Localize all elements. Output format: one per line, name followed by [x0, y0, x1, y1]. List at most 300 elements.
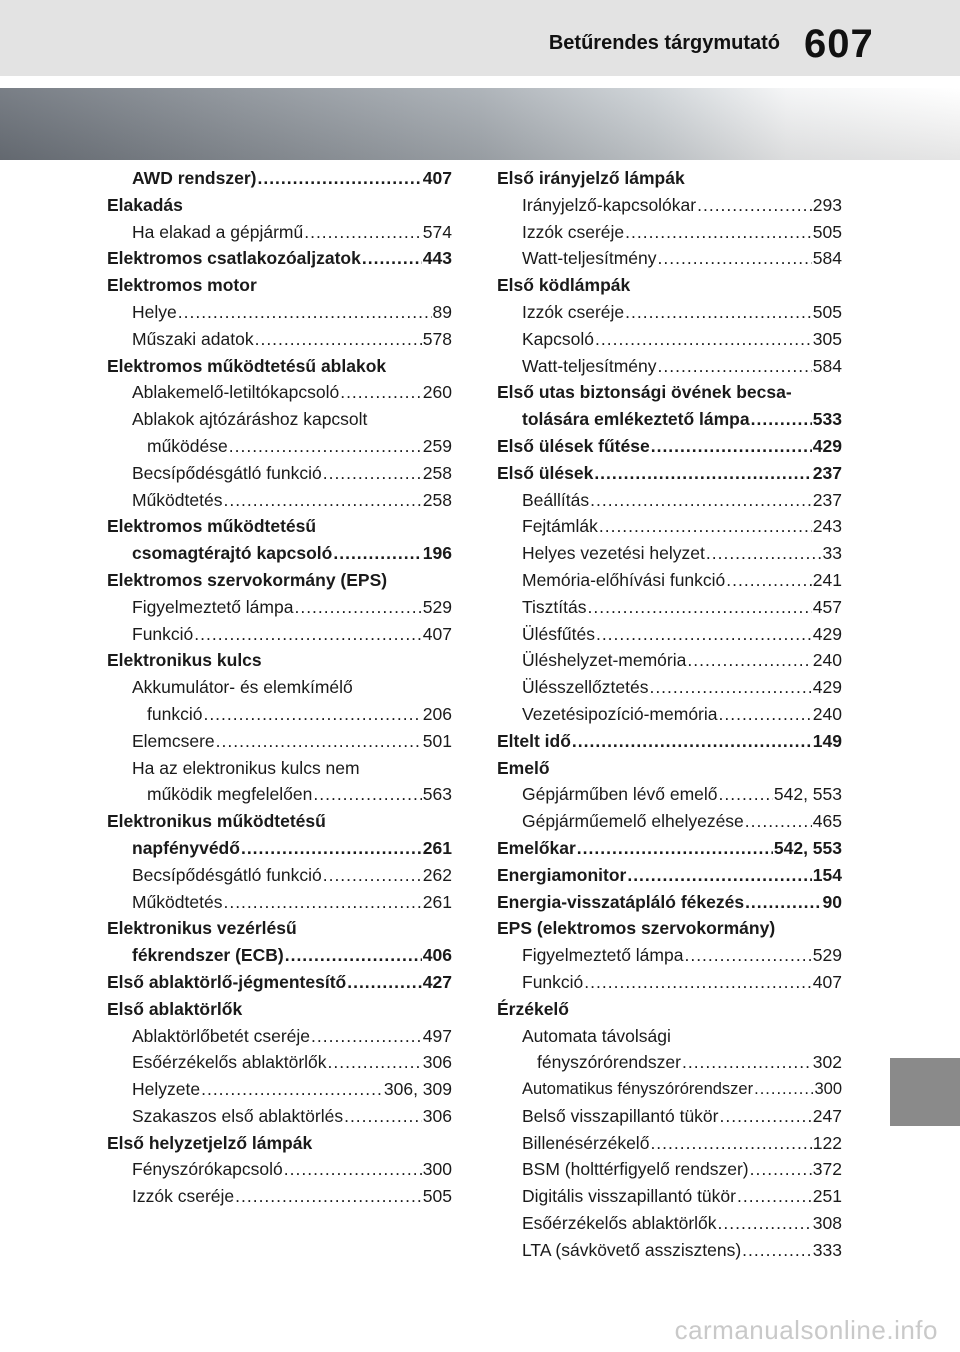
dot-leader — [625, 219, 812, 246]
index-entry — [107, 433, 452, 460]
index-entry — [107, 245, 452, 272]
index-entry — [107, 379, 452, 406]
index-entry — [497, 406, 842, 433]
index-entry — [107, 647, 452, 674]
dot-leader — [745, 808, 812, 835]
index-entry-row — [132, 1103, 452, 1130]
dot-leader — [658, 353, 812, 380]
index-entry-label: Elektromos szervokormány (EPS) — [107, 569, 388, 590]
index-entry-label: Becsípődésgátló funkció — [132, 462, 322, 483]
decorative-banner — [0, 88, 960, 160]
index-entry-label: funkció — [147, 703, 203, 724]
index-entry-label: Ablakemelő-letiltókapcsoló — [132, 382, 340, 403]
index-entry-page: 300 — [814, 1080, 842, 1099]
index-entry-label: Elektromos működtetésű — [107, 516, 317, 537]
dot-leader — [328, 1049, 422, 1076]
index-entry-row — [522, 647, 842, 674]
index-entry-label: Helyes vezetési helyzet — [522, 543, 705, 564]
index-entry — [107, 835, 452, 862]
index-entry — [107, 808, 452, 835]
index-entry-label: BSM (holttérfigyelő rendszer) — [522, 1159, 749, 1180]
index-entry-label: Elektronikus vezérlésű — [107, 918, 297, 939]
index-entry-label: Digitális visszapillantó tükör — [522, 1186, 736, 1207]
dot-leader — [178, 299, 432, 326]
index-entry-label: Izzók cseréje — [522, 301, 625, 322]
index-entry-label: Szakaszos első ablaktörlés — [132, 1105, 344, 1126]
index-entry — [497, 621, 842, 648]
index-entry-page: 237 — [812, 462, 842, 483]
index-entry-page: 240 — [812, 703, 842, 724]
index-entry-row — [522, 299, 842, 326]
index-entry-page: 505 — [812, 301, 842, 322]
index-entry-page: 529 — [422, 596, 452, 617]
index-entry-label: Első ablaktörlő-jégmentesítő — [107, 971, 347, 992]
index-entry-label: Működtetés — [132, 891, 223, 912]
dot-leader — [742, 1237, 812, 1264]
index-entry-label: Fejtámlák — [522, 516, 598, 537]
index-entry — [107, 862, 452, 889]
index-entry-row — [497, 433, 842, 460]
index-entry-label: Memória-előhívási funkció — [522, 569, 726, 590]
index-entry-row — [132, 299, 452, 326]
index-entry — [497, 1210, 842, 1237]
index-entry-page: 247 — [812, 1105, 842, 1126]
index-entry-page: 306 — [422, 1052, 452, 1073]
index-entry-label: Automata távolsági — [522, 1025, 671, 1046]
index-entry-label: fékrendszer (ECB) — [132, 945, 284, 966]
index-entry-page: 407 — [812, 971, 842, 992]
index-entry-label: EPS (elektromos szervokormány) — [497, 918, 776, 939]
index-entry-label: Első helyzetjelző lámpák — [107, 1132, 313, 1153]
index-entry — [497, 165, 842, 192]
index-column-right — [497, 165, 842, 1264]
index-entry — [497, 674, 842, 701]
dot-leader — [241, 835, 422, 862]
index-entry-row — [107, 192, 452, 219]
dot-leader — [347, 969, 422, 996]
dot-leader — [697, 192, 812, 219]
index-entry-page: 237 — [812, 489, 842, 510]
index-entry-page: 574 — [422, 221, 452, 242]
index-entry-row — [522, 1103, 842, 1130]
index-entry-label: Elektromos csatlakozóaljzatok — [107, 248, 361, 269]
dot-leader — [323, 460, 422, 487]
dot-leader — [682, 1049, 812, 1076]
index-entry-row — [132, 1023, 452, 1050]
index-entry-label: napfényvédő — [132, 837, 240, 858]
index-entry-label: Figyelmeztető lámpa — [522, 945, 684, 966]
dot-leader — [737, 1183, 812, 1210]
index-entry-label: Ha elakad a gépjármű — [132, 221, 304, 242]
page-number: 607 — [804, 22, 874, 66]
index-entry-row — [522, 1076, 842, 1103]
index-entry-row — [132, 406, 452, 433]
index-entry-label: Ülésfűtés — [522, 623, 595, 644]
dot-leader — [751, 406, 812, 433]
index-entry — [497, 1049, 842, 1076]
index-entry-page: 258 — [422, 462, 452, 483]
index-entry — [497, 1237, 842, 1264]
index-entry-label: Elektromos működtetésű ablakok — [107, 355, 387, 376]
index-entry-label: Elektromos motor — [107, 275, 257, 296]
index-entry-page: 584 — [812, 248, 842, 269]
index-entry — [107, 567, 452, 594]
index-entry-label: Első irányjelző lámpák — [497, 168, 685, 188]
index-entry-page: 333 — [812, 1239, 842, 1260]
index-entry-page: 300 — [422, 1159, 452, 1180]
dot-leader — [719, 701, 812, 728]
index-entry-page: 542, 553 — [773, 784, 842, 805]
index-entry-row — [497, 755, 842, 782]
index-entry-page: 260 — [422, 382, 452, 403]
index-entry-page: 302 — [812, 1052, 842, 1073]
dot-leader — [750, 1156, 812, 1183]
index-entry-row — [522, 621, 842, 648]
index-entry-page: 33 — [822, 543, 842, 564]
dot-leader — [572, 728, 812, 755]
index-entry — [497, 245, 842, 272]
index-entry-label: Első ülések fűtése — [497, 435, 650, 456]
index-entry — [497, 1023, 842, 1050]
index-entry-row — [522, 969, 842, 996]
dot-leader — [333, 540, 421, 567]
index-entry-row — [522, 353, 842, 380]
index-entry-label: működése — [147, 435, 228, 456]
index-entry-label: Ablakok ajtózáráshoz kapcsolt — [132, 409, 368, 430]
index-entry — [497, 996, 842, 1023]
dot-leader — [650, 1130, 811, 1157]
index-entry-row — [132, 889, 452, 916]
index-entry-page: 306 — [422, 1105, 452, 1126]
index-entry — [107, 915, 452, 942]
dot-leader — [203, 701, 421, 728]
index-entry — [107, 540, 452, 567]
index-entry-row — [107, 808, 452, 835]
dot-leader — [216, 728, 422, 755]
index-entry — [107, 594, 452, 621]
index-entry-page: 196 — [422, 543, 452, 564]
dot-leader — [257, 165, 421, 192]
dot-leader — [706, 540, 822, 567]
watermark: carmanualsonline.info — [674, 1315, 938, 1345]
index-entry — [107, 674, 452, 701]
index-entry-row — [132, 621, 452, 648]
index-entry-label: Üléshelyzet-memória — [522, 650, 687, 671]
dot-leader — [285, 942, 422, 969]
index-entry-row — [132, 1049, 452, 1076]
dot-leader — [726, 567, 812, 594]
index-entry-label: Kapcsoló — [522, 328, 594, 349]
index-entry-page: 262 — [422, 864, 452, 885]
dot-leader — [596, 621, 812, 648]
index-entry-label: Műszaki adatok — [132, 328, 254, 349]
dot-leader — [684, 942, 811, 969]
index-entry — [107, 487, 452, 514]
dot-leader — [625, 299, 812, 326]
index-entry-label: Gépjárműemelő elhelyezése — [522, 811, 744, 832]
index-entry-label: Helye — [132, 301, 177, 322]
index-entry-row — [497, 272, 842, 299]
index-entry-page: 261 — [422, 837, 452, 858]
index-entry — [107, 513, 452, 540]
index-entry — [107, 272, 452, 299]
dot-leader — [577, 835, 773, 862]
index-entry — [497, 594, 842, 621]
index-entry-row — [107, 353, 452, 380]
index-entry-page: 89 — [432, 301, 452, 322]
index-entry-row — [522, 1183, 842, 1210]
index-entry-label: Figyelmeztető lámpa — [132, 596, 294, 617]
dot-leader — [599, 513, 812, 540]
index-entry-page: 90 — [822, 891, 842, 912]
dot-leader — [362, 245, 422, 272]
index-entry-label: fényszórórendszer — [537, 1052, 681, 1073]
index-entry — [497, 647, 842, 674]
index-entry — [107, 621, 452, 648]
index-entry — [107, 1076, 452, 1103]
index-entry-label: tolására emlékeztető lámpa — [522, 409, 750, 430]
dot-leader — [313, 781, 421, 808]
index-entry — [107, 889, 452, 916]
index-entry-row — [497, 889, 842, 916]
dot-leader — [584, 969, 812, 996]
index-entry-page: 465 — [812, 811, 842, 832]
index-entry-row — [132, 460, 452, 487]
index-entry-row — [522, 1156, 842, 1183]
index-entry-page: 407 — [422, 623, 452, 644]
index-entry-page: 251 — [812, 1186, 842, 1207]
index-entry-label: Irányjelző-kapcsolókar — [522, 194, 697, 215]
index-entry-label: Beállítás — [522, 489, 590, 510]
index-entry-label: Gépjárműben lévő emelő — [522, 784, 718, 805]
index-entry-label: Watt-teljesítmény — [522, 248, 657, 269]
index-entry-label: Becsípődésgátló funkció — [132, 864, 322, 885]
index-entry-label: AWD rendszer) — [132, 168, 257, 188]
index-entry-row — [497, 835, 842, 862]
index-entry-label: Első ködlámpák — [497, 275, 631, 296]
index-entry-row — [132, 594, 452, 621]
dot-leader — [194, 621, 422, 648]
index-entry — [497, 487, 842, 514]
index-entry-row — [107, 245, 452, 272]
index-entry-page: 429 — [812, 623, 842, 644]
index-entry-row — [497, 460, 842, 487]
index-entry-label: Elemcsere — [132, 730, 215, 751]
index-entry — [497, 1156, 842, 1183]
index-entry — [497, 433, 842, 460]
index-entry-label: Akkumulátor- és elemkímélő — [132, 677, 353, 698]
dot-leader — [304, 219, 422, 246]
index-entry — [497, 862, 842, 889]
index-entry-row — [132, 728, 452, 755]
index-entry-page: 505 — [812, 221, 842, 242]
index-entry-label: Izzók cseréje — [132, 1186, 235, 1207]
index-entry-row — [522, 1130, 842, 1157]
index-entry — [107, 406, 452, 433]
index-entry-row — [522, 942, 842, 969]
index-entry-page: 149 — [812, 730, 842, 751]
index-entry-row — [522, 1237, 842, 1264]
index-entry-page: 306, 309 — [383, 1079, 452, 1100]
index-entry-row — [522, 406, 842, 433]
index-entry-page: 259 — [422, 435, 452, 456]
dot-leader — [687, 647, 811, 674]
index-entry-row — [522, 1210, 842, 1237]
index-entry-row — [497, 915, 842, 942]
index-entry-page: 429 — [812, 677, 842, 698]
index-entry-row — [522, 781, 842, 808]
index-entry-row — [132, 487, 452, 514]
dot-leader — [229, 433, 422, 460]
index-entry — [107, 728, 452, 755]
index-entry — [497, 889, 842, 916]
section-title: Betűrendes tárgymutató — [548, 32, 780, 54]
index-entry-label: Első ülések — [497, 462, 594, 483]
index-entry — [497, 915, 842, 942]
index-entry-page: 261 — [422, 891, 452, 912]
index-entry-page: 429 — [812, 435, 842, 456]
index-entry-row — [537, 1049, 842, 1076]
index-entry — [107, 942, 452, 969]
index-entry-page: 427 — [422, 971, 452, 992]
index-entry-page: 258 — [422, 489, 452, 510]
banner-shade — [0, 88, 960, 160]
index-entry-row — [522, 567, 842, 594]
index-entry — [497, 460, 842, 487]
index-entry — [497, 1103, 842, 1130]
index-entry-page: 243 — [812, 516, 842, 537]
index-entry — [107, 969, 452, 996]
dot-leader — [627, 862, 811, 889]
index-entry-label: Ülésszellőztetés — [522, 677, 649, 698]
index-entry-label: Működtetés — [132, 489, 223, 510]
dot-leader — [223, 487, 421, 514]
index-entry-row — [132, 1183, 452, 1210]
index-entry-page: 501 — [422, 730, 452, 751]
index-entry — [497, 808, 842, 835]
index-entry-row — [497, 862, 842, 889]
index-entry — [107, 165, 452, 192]
dot-leader — [344, 1103, 422, 1130]
index-entry-row — [107, 1130, 452, 1157]
dot-leader — [745, 889, 821, 916]
index-entry — [107, 219, 452, 246]
index-entry-label: Funkció — [522, 971, 584, 992]
index-entry — [107, 755, 452, 782]
index-entry-row — [132, 165, 452, 192]
index-entry-label: Emelő — [497, 757, 550, 778]
index-entry-row — [107, 513, 452, 540]
dot-leader — [590, 487, 812, 514]
dot-leader — [719, 1103, 811, 1130]
index-entry-row — [522, 245, 842, 272]
index-entry-page: 305 — [812, 328, 842, 349]
index-entry-page: 578 — [422, 328, 452, 349]
index-entry-row — [522, 1023, 842, 1050]
index-entry-label: működik megfelelően — [147, 784, 313, 805]
index-entry — [497, 379, 842, 406]
index-entry — [107, 192, 452, 219]
index-entry-row — [107, 996, 452, 1023]
index-entry — [497, 326, 842, 353]
index-entry-page: 542, 553 — [773, 837, 842, 858]
index-entry-row — [107, 567, 452, 594]
index-entry-row — [497, 728, 842, 755]
index-entry-row — [522, 219, 842, 246]
index-entry-row — [522, 674, 842, 701]
index-entry-label: Emelőkar — [497, 837, 576, 858]
index-entry-row — [522, 701, 842, 728]
index-entry — [107, 781, 452, 808]
index-entry-row — [132, 942, 452, 969]
index-entry — [497, 567, 842, 594]
index-entry-page: 533 — [812, 409, 842, 430]
index-entry — [497, 272, 842, 299]
index-entry-row — [522, 594, 842, 621]
index-entry — [107, 996, 452, 1023]
index-entry-page: 443 — [422, 248, 452, 269]
index-entry — [497, 1183, 842, 1210]
index-entry — [497, 969, 842, 996]
index-entry — [497, 728, 842, 755]
index-entry-row — [522, 513, 842, 540]
index-entry-row — [497, 165, 842, 192]
index-entry-label: Esőérzékelős ablaktörlők — [132, 1052, 327, 1073]
index-entry-row — [132, 835, 452, 862]
dot-leader — [323, 862, 422, 889]
index-entry-label: Belső visszapillantó tükör — [522, 1105, 719, 1126]
index-entry-label: Watt-teljesítmény — [522, 355, 657, 376]
index-entry-label: Esőérzékelős ablaktörlők — [522, 1213, 717, 1234]
index-entry — [107, 299, 452, 326]
index-entry-page: 497 — [422, 1025, 452, 1046]
index-entry-row — [497, 379, 842, 406]
index-entry — [107, 701, 452, 728]
dot-leader — [284, 1156, 422, 1183]
index-entry-label: csomagtérajtó kapcsoló — [132, 543, 333, 564]
dot-leader — [294, 594, 421, 621]
dot-leader — [201, 1076, 383, 1103]
index-entry-label: Elektronikus kulcs — [107, 650, 262, 671]
index-column-left — [107, 165, 452, 1210]
dot-leader — [719, 781, 773, 808]
index-entry-row — [522, 326, 842, 353]
index-entry-label: Helyzete — [132, 1079, 201, 1100]
index-entry-label: Ablaktörlőbetét cseréje — [132, 1025, 311, 1046]
index-entry-row — [147, 701, 452, 728]
dot-leader — [718, 1210, 812, 1237]
index-entry-label: Izzók cseréje — [522, 221, 625, 242]
dot-leader — [223, 889, 421, 916]
index-entry-row — [132, 540, 452, 567]
index-entry — [107, 1049, 452, 1076]
index-entry-row — [107, 969, 452, 996]
index-entry-row — [497, 996, 842, 1023]
index-entry-row — [132, 674, 452, 701]
index-entry-page: 206 — [422, 703, 452, 724]
index-entry-label: Első utas biztonsági övének becsa- — [497, 382, 792, 403]
index-entry-row — [132, 219, 452, 246]
index-entry-label: Elektronikus működtetésű — [107, 811, 326, 832]
index-entry — [497, 1130, 842, 1157]
dot-leader — [594, 460, 811, 487]
index-entry-page: 122 — [812, 1132, 842, 1153]
index-entry — [497, 353, 842, 380]
index-entry-row — [132, 326, 452, 353]
index-entry-label: Billenésérzékelő — [522, 1132, 650, 1153]
dot-leader — [754, 1076, 813, 1103]
index-entry — [497, 219, 842, 246]
